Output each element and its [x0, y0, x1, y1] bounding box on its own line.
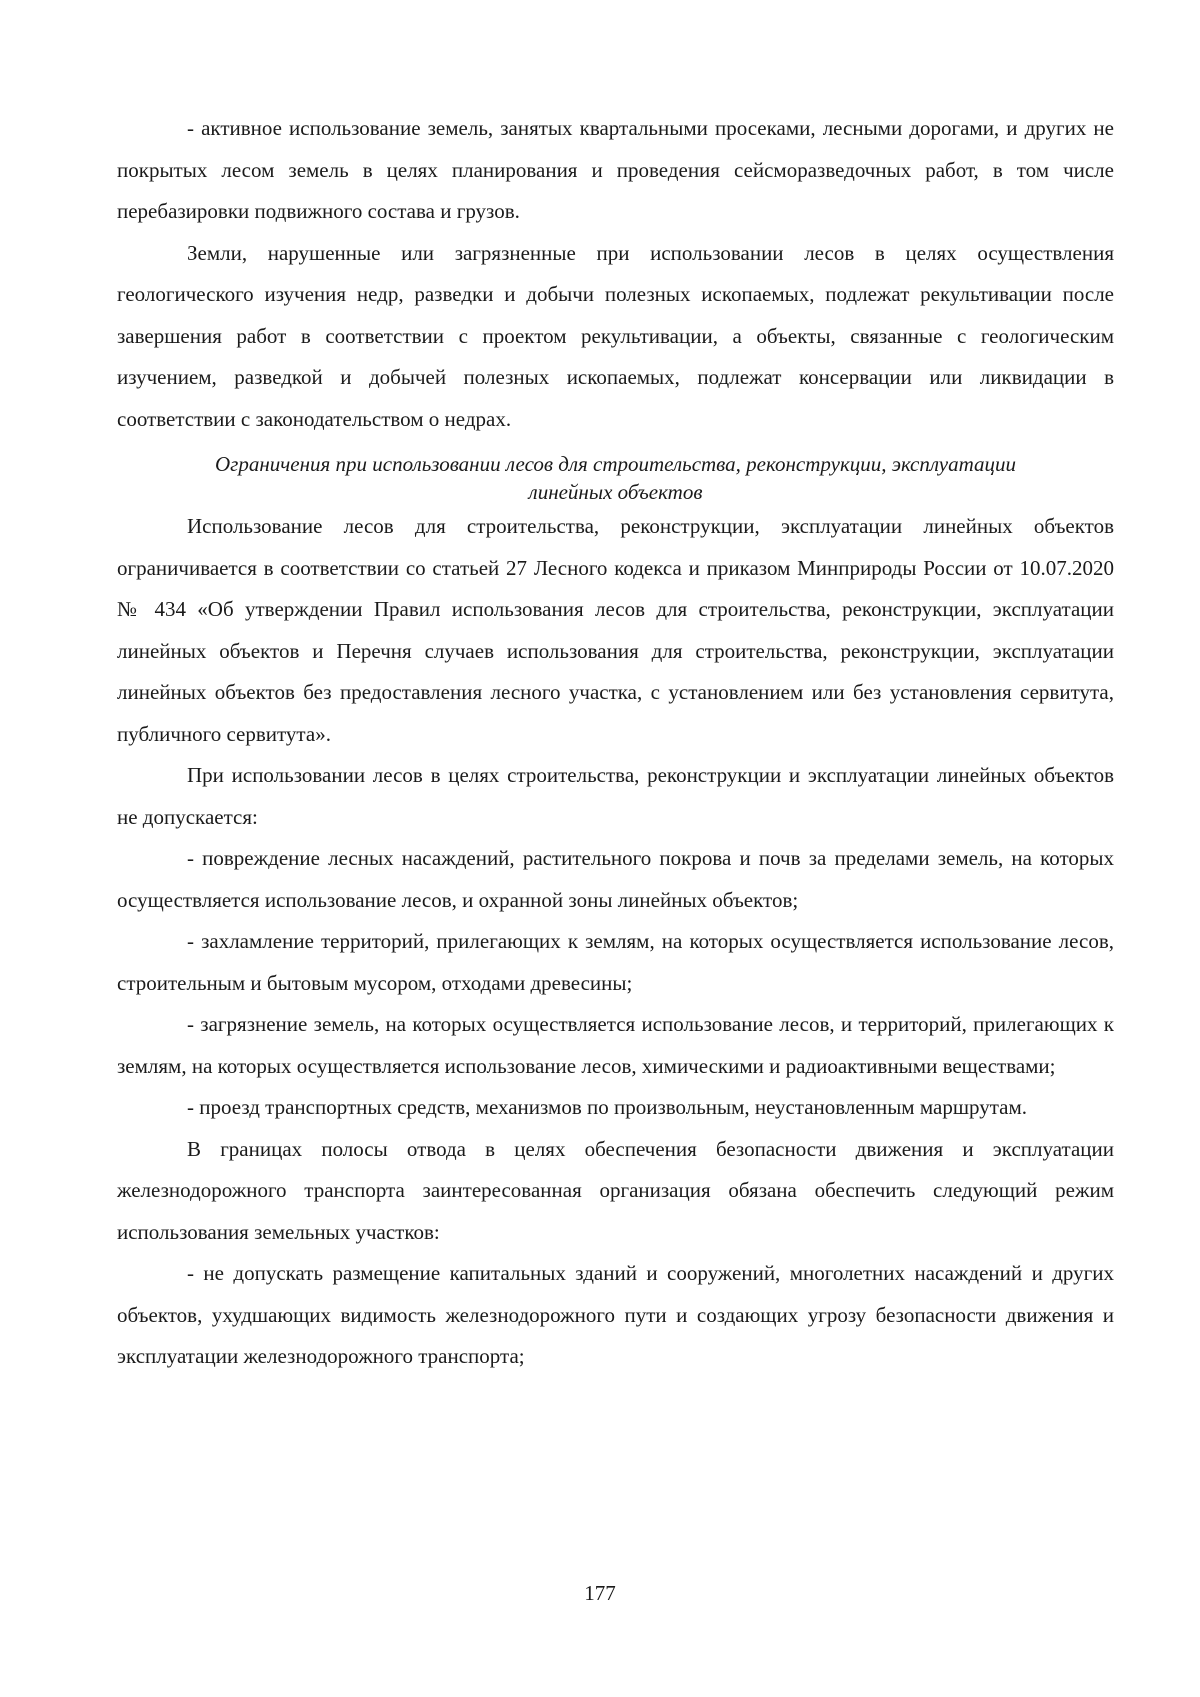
list-item: - проезд транспортных средств, механизмов по произвольным, неустановленным маршрутам. — [187, 1095, 1027, 1119]
page-number: 177 — [584, 1581, 616, 1605]
section-heading — [117, 450, 1114, 506]
paragraph: При использовании лесов в целях строительства, реконструкции и эксплуатации линейных объектов не допускается: — [117, 763, 1114, 829]
paragraph: Использование лесов для строительства, реконструкции, эксплуатации линейных объектов ограничивается в соответствии со статьей 27 Лесного кодекса и приказом Минприроды России от 10.07.2020 № 434 «Об утверждении Правил использования лесов для строительства, реконструкции, эксплуатации линейных объектов и Перечня случаев использования для строительства, реконструкции, эксплуатации линейных объектов без предоставления лесного участка, с установлением или без установления сервитута, публичного сервитута». — [117, 514, 1114, 746]
paragraph: В границах полосы отвода в целях обеспечения безопасности движения и эксплуатации железнодорожного транспорта заинтересованная организация обязана обеспечить следующий режим использования земельных участков: — [117, 1136, 1114, 1244]
list-item: - не допускать размещение капитальных зданий и сооружений, многолетних насаждений и других объектов, ухудшающих видимость железнодорожного пути и создающих угрозу безопасности движения и эксплуатации железнодорожного транспорта; — [117, 1261, 1114, 1368]
list-item: - загрязнение земель, на которых осуществляется использование лесов, и территорий, прилегающих к землям, на которых осуществляется использование лесов, химическими и радиоактивными веществами; — [117, 1012, 1114, 1078]
paragraph: Земли, нарушенные или загрязненные при использовании лесов в целях осуществления геологического изучения недр, разведки и добычи полезных ископаемых, подлежат рекультивации после завершения работ в соответствии с проектом рекультивации, а объекты, связанные с геологическим изучением, разведкой и добычей полезных ископаемых, подлежат консервации или ликвидации в соответствии с законодательством о недрах. — [117, 240, 1114, 431]
document-body — [117, 108, 1114, 1378]
section-heading-line: Ограничения при использовании лесов для строительства, реконструкции, эксплуатации — [214, 452, 1016, 476]
list-item: - захламление территорий, прилегающих к землям, на которых осуществляется использование лесов, строительным и бытовым мусором, отходами древесины; — [117, 929, 1114, 995]
list-item: - повреждение лесных насаждений, растительного покрова и почв за пределами земель, на которых осуществляется использование лесов, и охранной зоны линейных объектов; — [117, 846, 1114, 912]
paragraph: - активное использование земель, занятых квартальными просеками, лесными дорогами, и других не покрытых лесом земель в целях планирования и проведения сейсморазведочных работ, в том числе перебазировки подвижного состава и грузов. — [117, 116, 1114, 223]
section-heading-line: линейных объектов — [528, 480, 703, 504]
